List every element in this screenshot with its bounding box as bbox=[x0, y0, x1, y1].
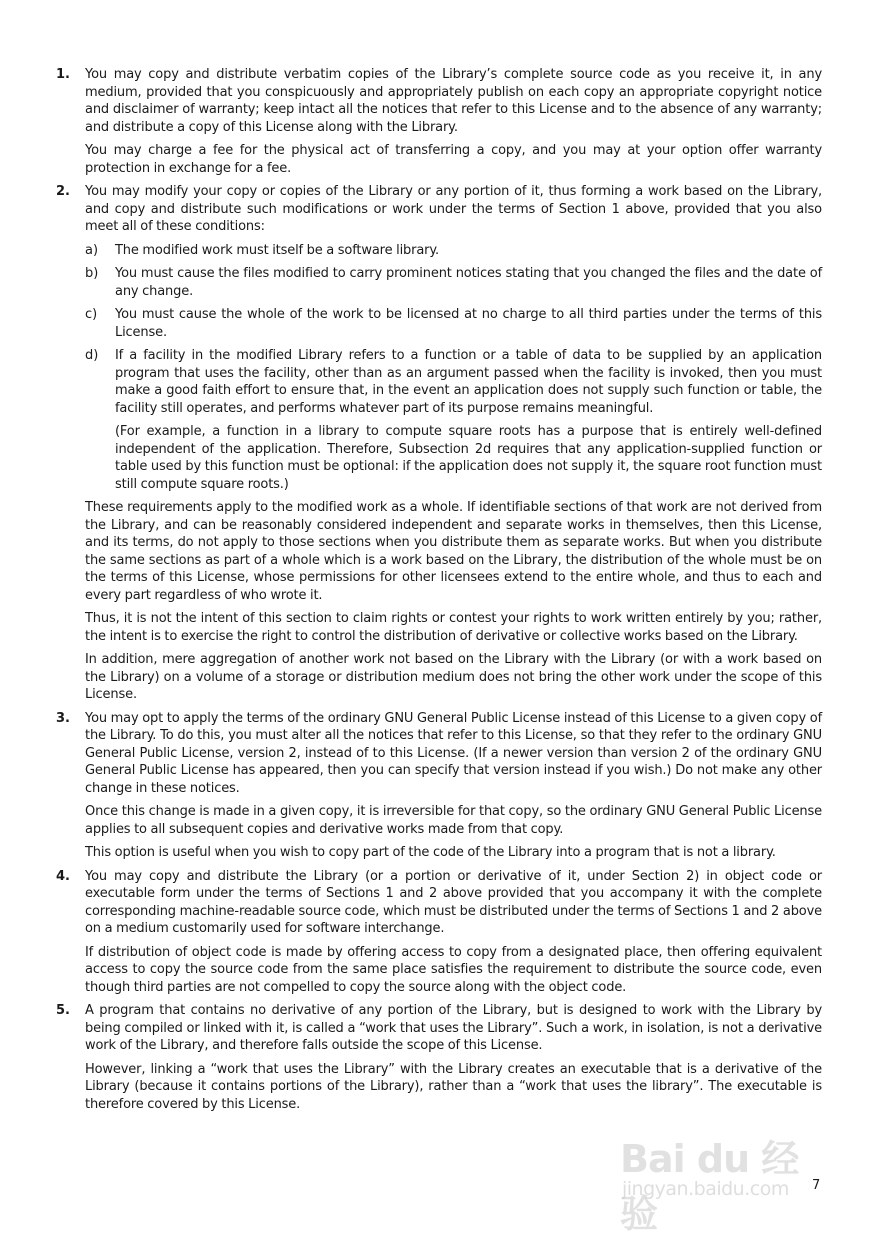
document-body bbox=[56, 66, 822, 1119]
section-3 bbox=[56, 710, 822, 862]
condition-label: b) bbox=[85, 266, 99, 281]
paragraph: This option is useful when you wish to copy part of the code of the Library into a program that is not a library. bbox=[85, 845, 776, 860]
condition-label: a) bbox=[85, 242, 99, 258]
section-4 bbox=[56, 868, 822, 997]
section-2 bbox=[56, 183, 822, 704]
condition-label: d) bbox=[85, 348, 99, 363]
condition-c bbox=[85, 306, 822, 341]
paragraph: You may modify your copy or copies of the Library or any portion of it, thus forming a work based on the Library, and copy and distribute such modifications or work under the terms of Section 1 above, provided that you also meet all of these conditions: bbox=[85, 184, 822, 234]
condition-label: c) bbox=[85, 307, 98, 322]
condition-text: You must cause the files modified to carry prominent notices stating that you changed the files and the date of any change. bbox=[115, 266, 822, 299]
paragraph: However, linking a “work that uses the Library” with the Library creates an executable that is a derivative of the Library (because it contains portions of the Library), rather than a “work that uses the library”. The executable is therefore covered by this License. bbox=[85, 1061, 822, 1112]
section-5 bbox=[56, 1002, 822, 1113]
paragraph: You may charge a fee for the physical act of transferring a copy, and you may at your option offer warranty protection in exchange for a fee. bbox=[85, 143, 822, 176]
section-number: 3. bbox=[56, 710, 70, 726]
paragraph: These requirements apply to the modified work as a whole. If identifiable sections of that work are not derived from the Library, and can be reasonably considered independent and separate works in themselves, then this License, and its terms, do not apply to those sections when you distribute them as separate works. But when you distribute the same sections as part of a whole which is a work based on the Library, the distribution of the whole must be on the terms of this License, whose permissions for other licensees extend to the entire whole, and thus to each and every part regardless of who wrote it. bbox=[85, 500, 822, 603]
condition-text: You must cause the whole of the work to be licensed at no charge to all third parties under the terms of this License. bbox=[115, 307, 822, 340]
condition-d bbox=[85, 347, 822, 493]
condition-text: The modified work must itself be a software library. bbox=[115, 242, 440, 258]
paragraph: You may copy and distribute verbatim copies of the Library’s complete source code as you receive it, in any medium, provided that you conspicuously and appropriately publish on each copy an appropriate copyright notice and disclaimer of warranty; keep intact all the notices that refer to this License and to the absence of any warranty; and distribute a copy of this License along with the Library. bbox=[85, 67, 822, 135]
section-1 bbox=[56, 66, 822, 177]
paragraph: If distribution of object code is made by offering access to copy from a designated place, then offering equivalent access to copy the source code from the same place satisfies the requirement to distribute the source code, even though third parties are not compelled to copy the source along with the object code. bbox=[85, 944, 822, 995]
condition-text: If a facility in the modified Library refers to a function or a table of data to be supplied by an application program that uses the facility, other than as an argument passed when the facility is invoked, then you must make a good faith effort to ensure that, in the event an application does not supply such function or table, the facility still operates, and performs whatever part of its purpose remains meaningful. bbox=[115, 348, 822, 416]
section-number: 1. bbox=[56, 67, 70, 82]
paragraph: You may copy and distribute the Library (or a portion or derivative of it, under Section 2) in object code or executable form under the terms of Sections 1 and 2 above provided that you accompany it with the complete corresponding machine-readable source code, which must be distributed under the terms of Sections 1 and 2 above on a medium customarily used for software interchange. bbox=[85, 868, 822, 936]
condition-a bbox=[85, 242, 822, 260]
section-number: 5. bbox=[56, 1003, 70, 1018]
section-number: 2. bbox=[56, 184, 70, 199]
page-number: 7 bbox=[812, 1178, 821, 1193]
condition-example: (For example, a function in a library to compute square roots has a purpose that is entirely well-defined independent of the application. Therefore, Subsection 2d requires that any application-supplied function or table used by this function must be optional: if the application does not supply it, the square root function must still compute square roots.) bbox=[115, 424, 822, 492]
paragraph: A program that contains no derivative of any portion of the Library, but is designed to work with the Library by being compiled or linked with it, is called a “work that uses the Library”. Such a work, in isolation, is not a derivative work of the Library, and therefore falls outside the scope of this License. bbox=[85, 1003, 822, 1053]
watermark-url: jingyan.baidu.com bbox=[622, 1178, 789, 1200]
paragraph: You may opt to apply the terms of the ordinary GNU General Public License instead of this License to a given copy of the Library. To do this, you must alter all the notices that refer to this License, so that they refer to the ordinary GNU General Public License, version 2, instead of to this License. (If a newer version than version 2 of the ordinary GNU General Public License has appeared, then you can specify that version instead if you wish.) Do not make any other change in these notices. bbox=[85, 710, 822, 796]
section-number: 4. bbox=[56, 868, 70, 884]
condition-b bbox=[85, 265, 822, 300]
paragraph: In addition, mere aggregation of another work not based on the Library with the Library (or with a work based on the Library) on a volume of a storage or distribution medium does not bring the other work under the scope of this License. bbox=[85, 652, 822, 702]
paragraph: Thus, it is not the intent of this section to claim rights or contest your rights to work written entirely by you; rather, the intent is to exercise the right to control the distribution of derivative or collective works based on the Library. bbox=[85, 611, 822, 644]
paragraph: Once this change is made in a given copy, it is irreversible for that copy, so the ordinary GNU General Public License applies to all subsequent copies and derivative works made from that copy. bbox=[85, 804, 822, 837]
baidu-watermark bbox=[620, 1128, 825, 1236]
watermark-logo-text: Bai du 经验 bbox=[620, 1137, 799, 1236]
